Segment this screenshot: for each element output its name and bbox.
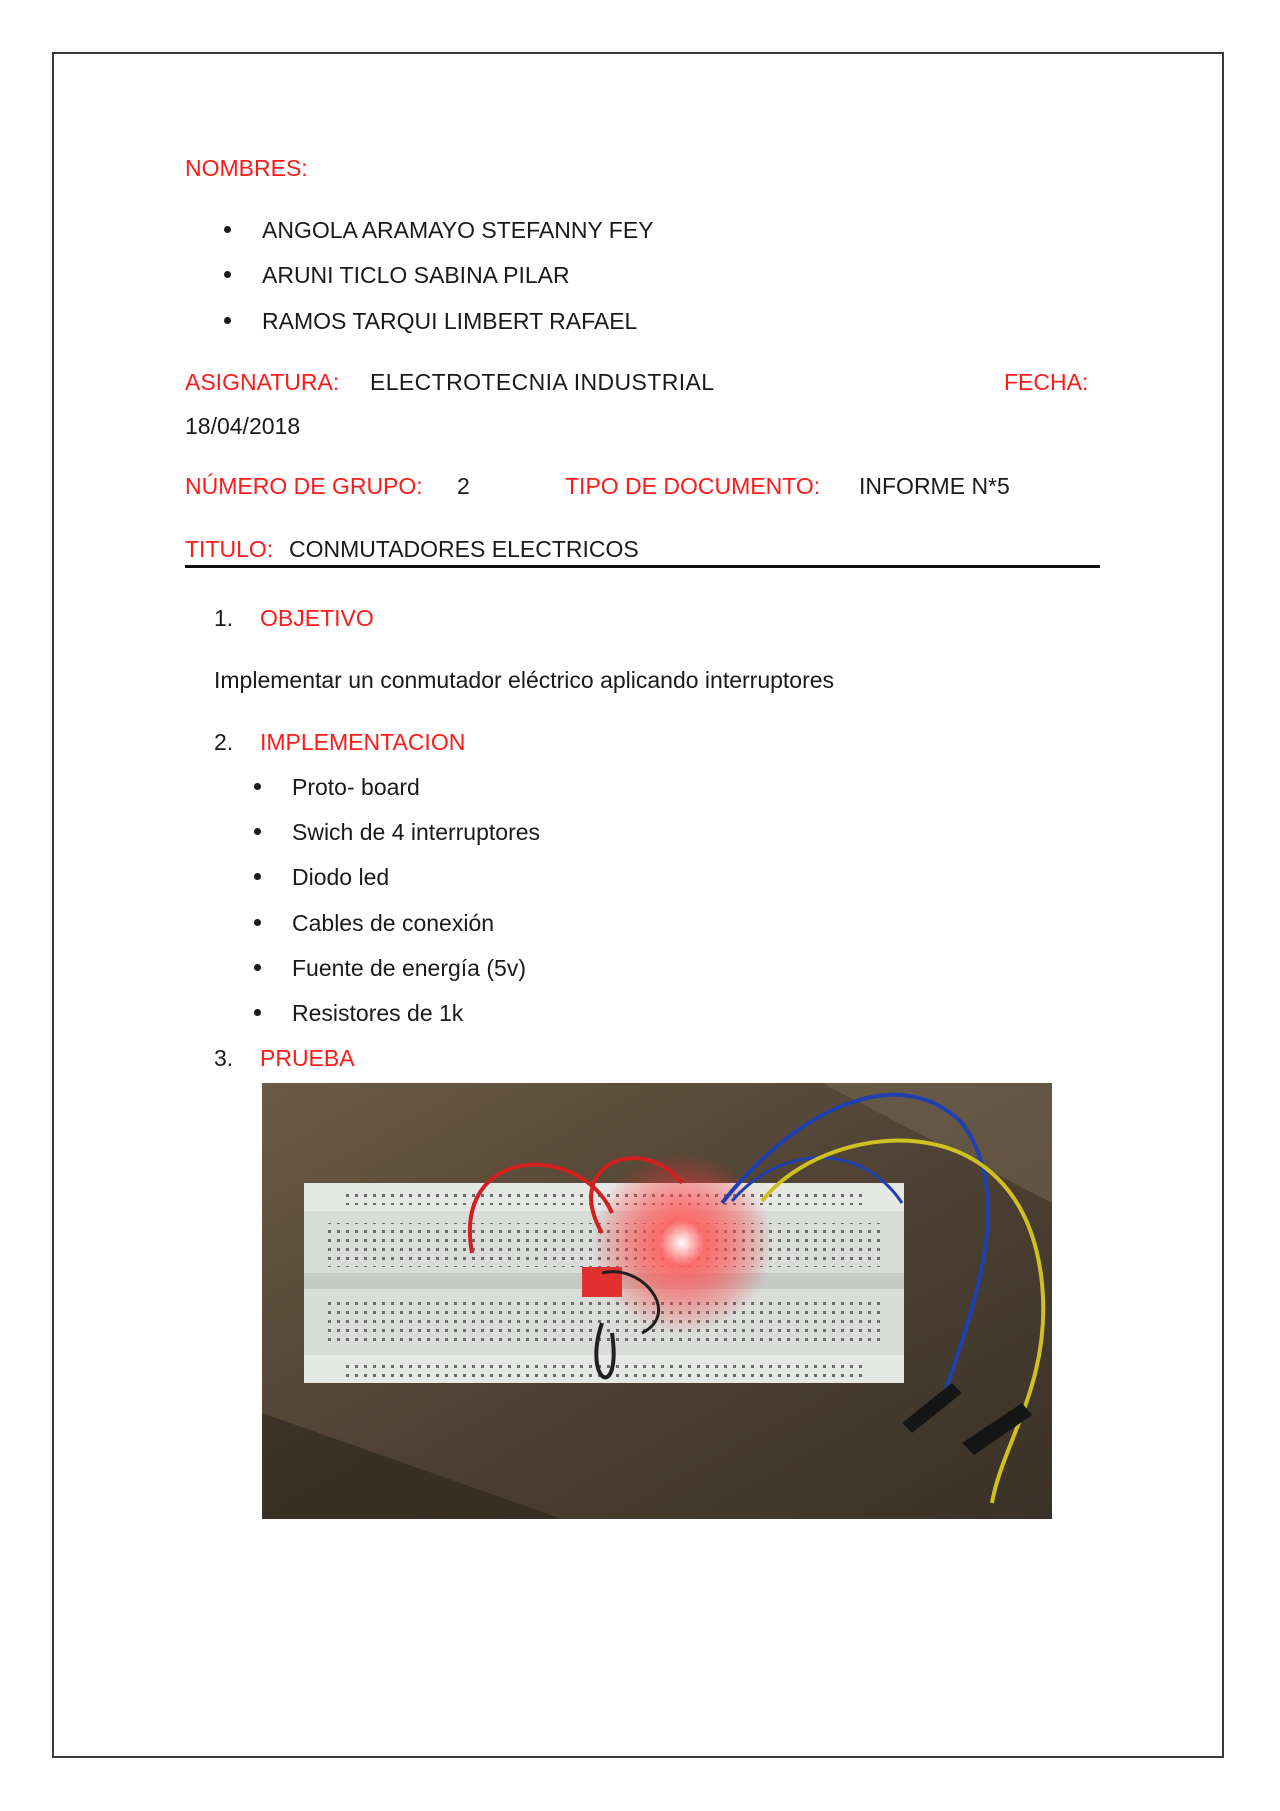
section-number: 2. bbox=[214, 729, 234, 755]
grupo-label: NÚMERO DE GRUPO: bbox=[185, 473, 423, 499]
titulo-label: TITULO: bbox=[185, 536, 274, 562]
bullet bbox=[224, 226, 231, 233]
bullet bbox=[224, 317, 231, 324]
titulo-value: CONMUTADORES ELECTRICOS bbox=[289, 536, 639, 562]
section-number: 3. bbox=[214, 1045, 234, 1071]
list-item: Diodo led bbox=[292, 864, 390, 890]
bullet bbox=[224, 271, 231, 278]
asignatura-value: ELECTROTECNIA INDUSTRIAL bbox=[370, 369, 715, 395]
list-item: Swich de 4 interruptores bbox=[292, 819, 541, 845]
tipo-label: TIPO DE DOCUMENTO: bbox=[565, 473, 821, 499]
section-title-objetivo: OBJETIVO bbox=[260, 605, 374, 631]
circuit-photo bbox=[262, 1083, 1052, 1519]
tipo-value: INFORME N*5 bbox=[859, 473, 1010, 499]
bullet bbox=[254, 828, 261, 835]
asignatura-label: ASIGNATURA: bbox=[185, 369, 340, 395]
objetivo-text: Implementar un conmutador eléctrico aplicando interruptores bbox=[214, 667, 835, 693]
bullet bbox=[254, 919, 261, 926]
name-item: ANGOLA ARAMAYO STEFANNY FEY bbox=[262, 217, 654, 243]
section-title-implementacion: IMPLEMENTACION bbox=[260, 729, 466, 755]
name-item: ARUNI TICLO SABINA PILAR bbox=[262, 262, 570, 288]
list-item: Cables de conexión bbox=[292, 910, 495, 936]
name-item: RAMOS TARQUI LIMBERT RAFAEL bbox=[262, 308, 638, 334]
bullet bbox=[254, 964, 261, 971]
title-underline bbox=[185, 565, 1100, 568]
list-item: Fuente de energía (5v) bbox=[292, 955, 526, 981]
nombres-label: NOMBRES: bbox=[185, 155, 308, 181]
section-number: 1. bbox=[214, 605, 234, 631]
section-title-prueba: PRUEBA bbox=[260, 1045, 355, 1071]
list-item: Resistores de 1k bbox=[292, 1000, 464, 1026]
bullet bbox=[254, 873, 261, 880]
fecha-label: FECHA: bbox=[1004, 369, 1089, 395]
bullet bbox=[254, 1009, 261, 1016]
list-item: Proto- board bbox=[292, 774, 420, 800]
bullet bbox=[254, 783, 261, 790]
fecha-value: 18/04/2018 bbox=[185, 413, 301, 439]
grupo-value: 2 bbox=[457, 473, 470, 499]
